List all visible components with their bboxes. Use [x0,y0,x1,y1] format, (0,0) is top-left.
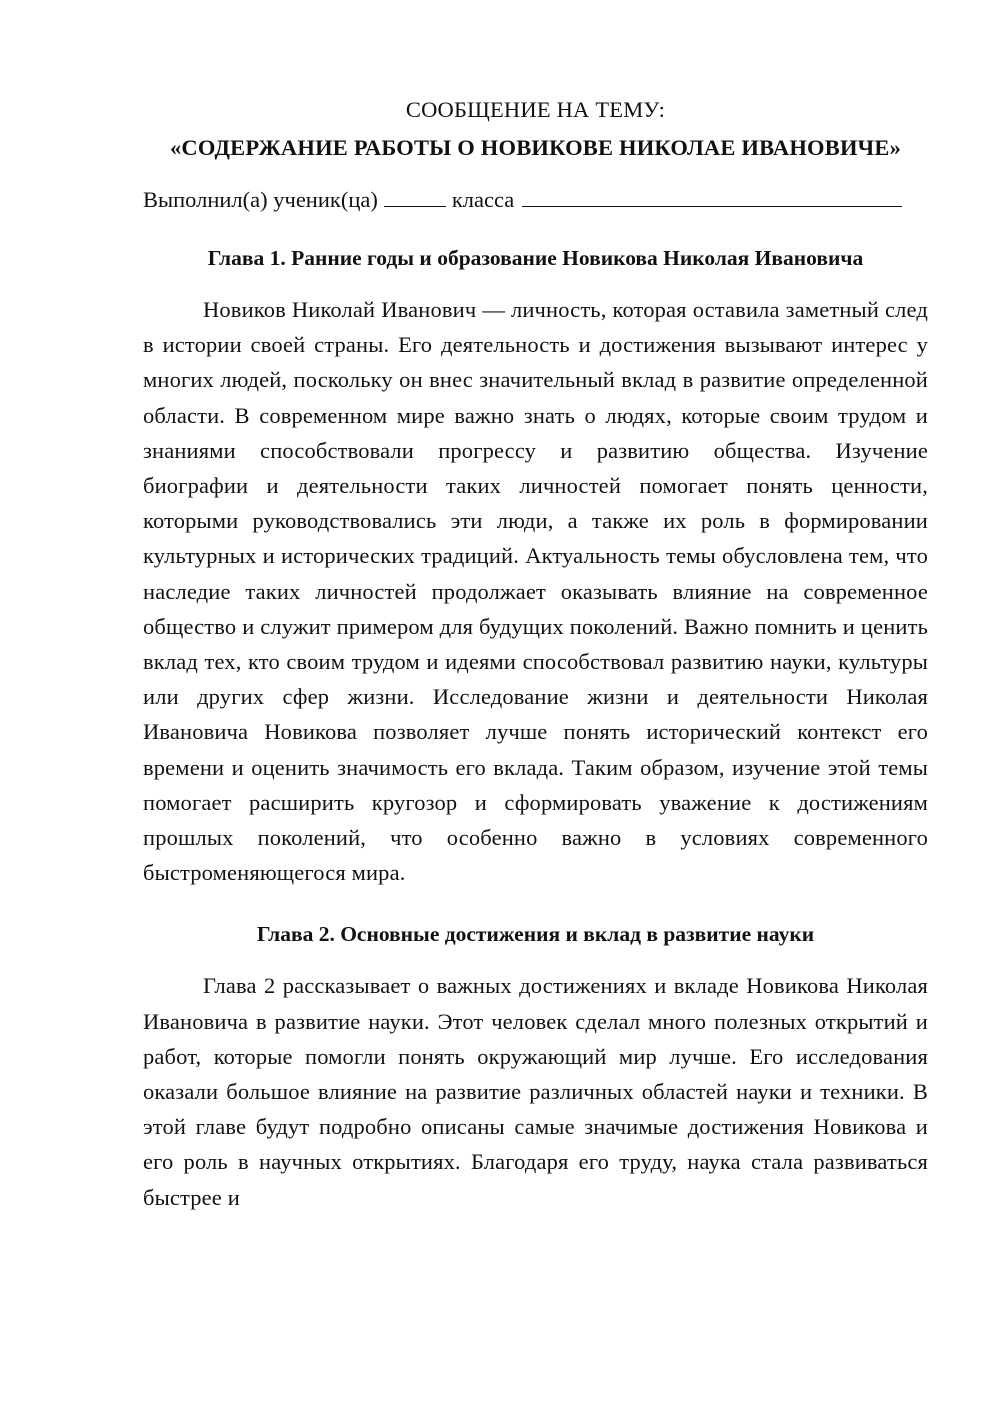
author-prefix: Выполнил(а) ученик(ца) [143,187,378,212]
document-page [143,92,928,1215]
class-number-blank[interactable] [384,188,446,207]
document-title: «СОДЕРЖАНИЕ РАБОТЫ О НОВИКОВЕ НИКОЛАЕ ИВАНОВИЧЕ» [169,135,902,160]
author-name-blank[interactable] [522,188,902,207]
chapter-2-paragraph: Глава 2 рассказывает о важных достижениях и вкладе Новикова Николая Ивановича в развитие науки. Этот человек сделал много полезных открытий и работ, которые помогли понять окружающий мир лучше. Его исследования оказали большое влияние на развитие различных областей науки и техники. В этой главе будут подробно описаны самые значимые достижения Новикова и его роль в научных открытиях. Благодаря его труду, наука стала развиваться быстрее и [143,973,928,1210]
author-line [143,182,928,218]
chapter-1-title: Глава 1. Ранние годы и образование Новикова Николая Ивановича [207,246,864,270]
chapter-1-paragraph: Новиков Николай Иванович — личность, которая оставила заметный след в истории своей страны. Его деятельность и достижения вызывают интерес у многих людей, поскольку он внес значительный вклад в развитие определенной области. В современном мире важно знать о людях, которые своим трудом и знаниями способствовали прогрессу и развитию общества. Изучение биографии и деятельности таких личностей помогает понять ценности, которыми руководствовались эти люди, а также их роль в формировании культурных и исторических традиций. Актуальность темы обусловлена тем, что наследие таких личностей продолжает оказывать влияние на современное общество и служит примером для будущих поколений. Важно помнить и ценить вклад тех, кто своим трудом и идеями способствовал развитию науки, культуры или других сфер жизни. Исследование жизни и деятельности Николая Ивановича Новикова позволяет лучше понять исторический контекст его времени и оценить значимость его вклада. Таким образом, изучение этой темы помогает расширить кругозор и сформировать уважение к достижениям прошлых поколений, что особенно важно в условиях современного быстроменяющегося мира. [143,297,928,886]
class-label: класса [451,187,515,212]
document-heading: СООБЩЕНИЕ НА ТЕМУ: [405,97,666,122]
chapter-2-title: Глава 2. Основные достижения и вклад в развитие науки [256,922,815,947]
